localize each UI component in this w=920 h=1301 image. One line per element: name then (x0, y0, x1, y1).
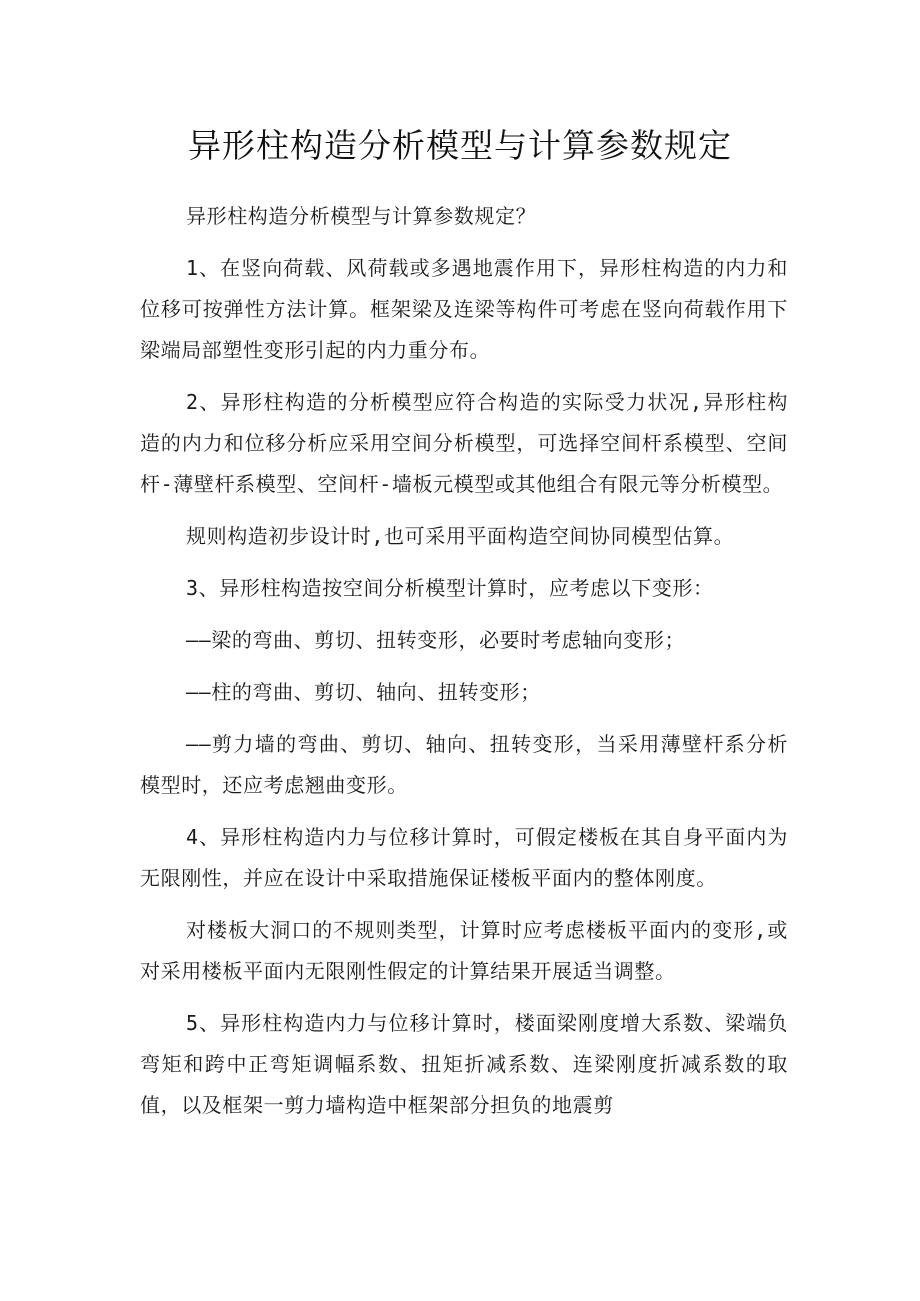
paragraph-item-4: 4、异形柱构造内力与位移计算时，可假定楼板在其自身平面内为无限刚性，并应在设计中采取措施保证楼板平面内的整体刚度。 (140, 825, 788, 890)
paragraph-item-2: 2、异形柱构造的分析模型应符合构造的实际受力状况,异形柱构造的内力和位移分析应采用空间分析模型，可选择空间杆系模型、空间杆-薄壁杆系模型、空间杆-墙板元模型或其他组合有限元等分析模型。 (140, 390, 788, 496)
document-body (140, 196, 788, 1137)
paragraph-item-3-column: ——柱的弯曲、剪切、轴向、扭转变形； (186, 680, 541, 704)
document-title: 异形柱构造分析模型与计算参数规定 (188, 126, 732, 165)
paragraph-item-3: 3、异形柱构造按空间分析模型计算时，应考虑以下变形： (186, 576, 714, 600)
paragraph-item-2-note: 规则构造初步设计时,也可采用平面构造空间协同模型估算。 (186, 524, 735, 548)
paragraph-item-3-beam: ——梁的弯曲、剪切、扭转变形，必要时考虑轴向变形； (186, 628, 686, 652)
paragraph-question: 异形柱构造分析模型与计算参数规定？ (186, 204, 537, 228)
paragraph-item-5: 5、异形柱构造内力与位移计算时，楼面梁刚度增大系数、梁端负弯矩和跨中正弯矩调幅系数、扭矩折减系数、连梁刚度折减系数的取值，以及框架一剪力墙构造中框架部分担负的地震剪 (140, 1011, 788, 1117)
paragraph-item-4-note: 对楼板大洞口的不规则类型，计算时应考虑楼板平面内的变形,或对采用楼板平面内无限刚性假定的计算结果开展适当调整。 (140, 918, 788, 983)
paragraph-item-1: 1、在竖向荷载、风荷载或多遇地震作用下，异形柱构造的内力和位移可按弹性方法计算。框架梁及连梁等构件可考虑在竖向荷载作用下梁端局部塑性变形引起的内力重分布。 (140, 256, 788, 362)
paragraph-item-3-wall: ——剪力墙的弯曲、剪切、轴向、扭转变形，当采用薄壁杆系分析模型时，还应考虑翘曲变形。 (140, 732, 788, 797)
